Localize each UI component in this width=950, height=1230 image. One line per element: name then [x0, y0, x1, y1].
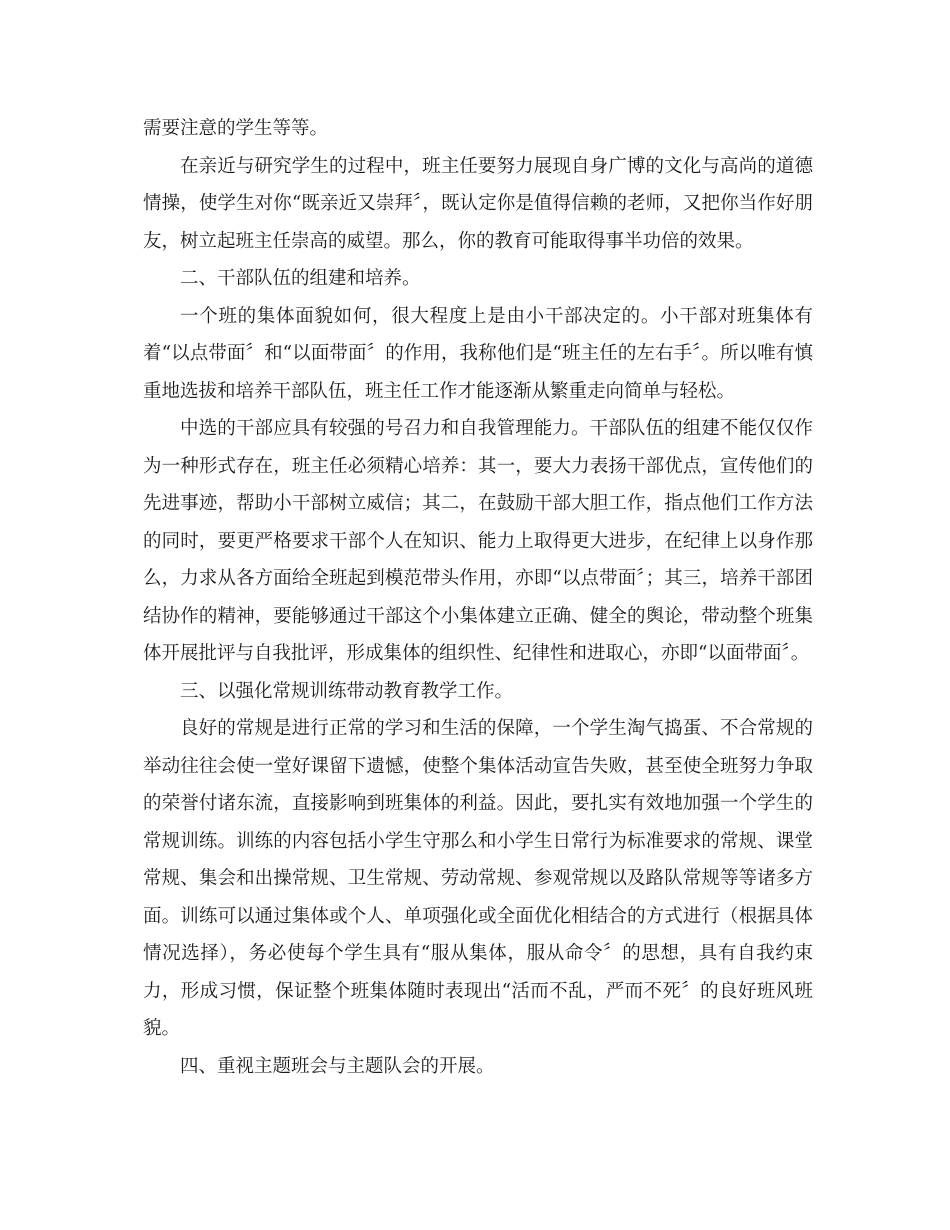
- document-body: [143, 110, 813, 1085]
- paragraph-teacher-prestige: 在亲近与研究学生的过程中，班主任要努力展现自身广博的文化与高尚的道德情操，使学生对你“既亲近又崇拜〞，既认定你是值得信赖的老师，又把你当作好朋友，树立起班主任崇高的威望。那么，你的教育可能取得事半功倍的效果。: [143, 155, 813, 252]
- section-heading-routine-training: 三、以强化常规训练带动教育教学工作。: [180, 680, 514, 702]
- paragraph-cadres-role: 一个班的集体面貌如何，很大程度上是由小干部决定的。小干部对班集体有着“以点带面〞和“以面带面〞的作用，我称他们是“班主任的左右手〞。所以唯有慎重地选拔和培养干部队伍，班主任工作才能逐渐从繁重走向简单与轻松。: [143, 305, 813, 402]
- paragraph-continuation: 需要注意的学生等等。: [143, 118, 329, 139]
- section-heading-class-meetings: 四、重视主题班会与主题队会的开展。: [180, 1055, 495, 1077]
- section-heading-cadres: 二、干部队伍的组建和培养。: [180, 268, 421, 289]
- paragraph-routine-training: 良好的常规是进行正常的学习和生活的保障，一个学生淘气捣蛋、不合常规的举动往往会使一堂好课留下遗憾，使整个集体活动宣告失败，甚至使全班努力争取的荣誉付诸东流，直接影响到班集体的利益。因此，要扎实有效地加强一个学生的常规训练。训练的内容包括小学生守那么和小学生日常行为标准要求的常规、课堂常规、集会和出操常规、卫生常规、劳动常规、参观常规以及路队常规等等诸多方面。训练可以通过集体或个人、单项强化或全面优化相结合的方式进行（根据具体情况选择），务必使每个学生具有“服从集体，服从命令〞的思想，具有自我约束力，形成习惯，保证整个班集体随时表现出“活而不乱，严而不死〞的良好班风班貌。: [143, 718, 813, 1039]
- paragraph-cadres-training: 中选的干部应具有较强的号召力和自我管理能力。干部队伍的组建不能仅仅作为一种形式存在，班主任必须精心培养：其一，要大力表扬干部优点，宣传他们的先进事迹，帮助小干部树立威信；其二，在鼓励干部大胆工作，指点他们工作方法的同时，要更严格要求干部个人在知识、能力上取得更大进步，在纪律上以身作那么，力求从各方面给全班起到模范带头作用，亦即“以点带面〞；其三，培养干部团结协作的精神，要能够通过干部这个小集体建立正确、健全的舆论，带动整个班集体开展批评与自我批评，形成集体的组织性、纪律性和进取心，亦即“以面带面〞。: [143, 418, 813, 664]
